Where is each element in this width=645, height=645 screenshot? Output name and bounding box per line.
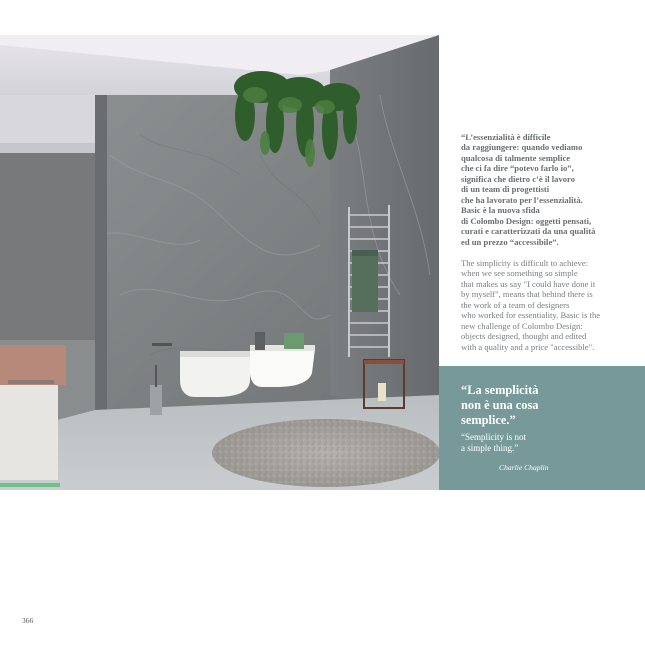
- italian-paragraph: “L’essenzialità è difficile da raggiungere: quando vediamo qualcosa di talmente semplice che ci fa dire “potevo farlo io”, significa che dietro c’è il lavoro di un team di progettisti che ha lavorato per l’essenzialità. Basic è la nuova sfida di Colombo Design: oggetti pensati, curati e caratterizzati da una qualità ed un prezzo “accessibile”.: [461, 132, 596, 247]
- quote-english: “Semplicity is not a simple thing.”: [461, 432, 526, 453]
- bathroom-photo: [0, 35, 439, 490]
- page-number: 366: [22, 616, 34, 625]
- english-paragraph: The simplicity is difficult to achieve: when we see something so simple that makes us say "I could have done it by myself", means that behind there is the work of a team of designers who worked for essentiality. Basic is the new challenge of Colombo Design: objects designed, thought and edited with a quality and a price "accessible".: [461, 257, 601, 352]
- article-text-column: [461, 132, 621, 352]
- quote-italian: “La semplicità non è una cosa semplice.”: [461, 383, 539, 428]
- quote-author: Charlie Chaplin: [499, 463, 549, 472]
- quote-box: [439, 366, 645, 490]
